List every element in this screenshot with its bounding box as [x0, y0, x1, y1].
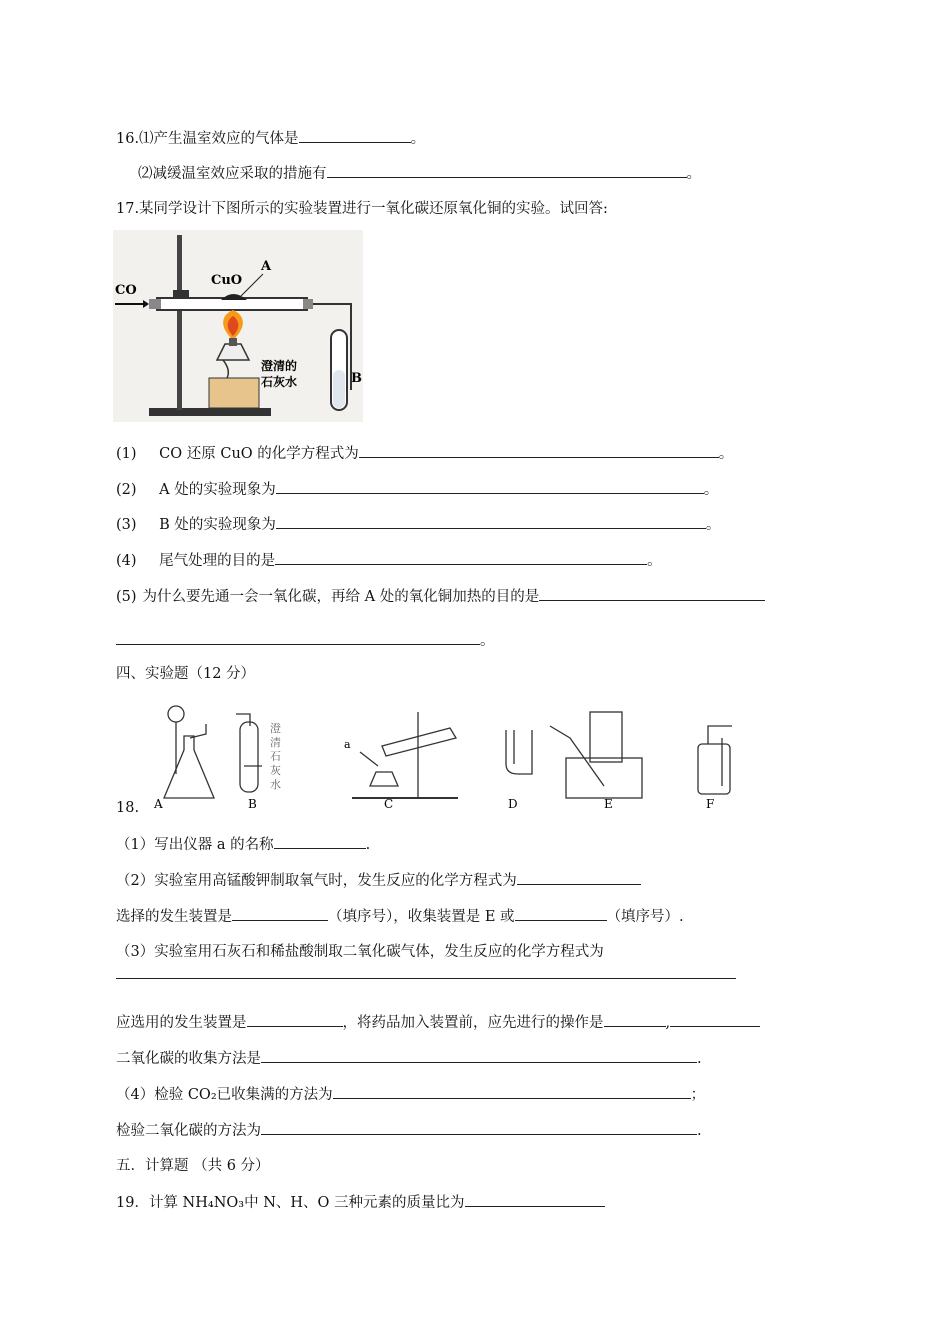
q17-item-4: [116, 550, 662, 571]
label-c: C: [384, 797, 394, 811]
sub-text: ,: [665, 1015, 671, 1031]
co-label: CO: [115, 283, 137, 298]
q16-line1-end: 。: [410, 131, 426, 147]
sub-text: （4）检验 CO₂已收集满的方法为: [116, 1087, 333, 1103]
answer-blank[interactable]: [116, 630, 480, 645]
cuo-label: CuO: [211, 273, 243, 288]
item-number: (1): [116, 446, 137, 462]
item-text: B 处的实验现象为: [159, 517, 276, 533]
answer-blank[interactable]: [116, 964, 736, 979]
q19-text: 19．计算 NH₄NO₃中 N、H、O 三种元素的质量比为: [116, 1195, 465, 1211]
answer-blank[interactable]: [333, 1084, 691, 1099]
section-4-title: 四、实验题（12 分）: [116, 666, 256, 682]
item-end: 。: [647, 553, 662, 569]
limewater-char-3: 石: [270, 750, 281, 763]
label-b: B: [248, 797, 257, 811]
limewater-label-1: 澄清的: [261, 359, 298, 373]
sub-text: （填序号），收集装置是 E 或: [328, 909, 515, 925]
item-number: (2): [116, 482, 137, 498]
answer-blank[interactable]: [261, 1120, 697, 1135]
q16-line2: [138, 163, 701, 184]
item-number: (4): [116, 553, 137, 569]
answer-blank[interactable]: [247, 1012, 343, 1027]
b-label: B: [351, 371, 362, 386]
answer-blank[interactable]: [515, 906, 607, 921]
label-d: D: [508, 797, 518, 811]
sub-text: （1）写出仪器 a 的名称: [116, 837, 274, 853]
q17-item-5-cont: [116, 630, 495, 651]
q19: [116, 1192, 605, 1213]
item-end: 。: [705, 517, 721, 533]
answer-blank[interactable]: [670, 1012, 760, 1027]
q17-item-1: [116, 443, 733, 464]
section-5-title: 五．计算题 （共 6 分）: [116, 1158, 270, 1174]
q18-sub3: （3）实验室用石灰石和稀盐酸制取二氧化碳气体，发生反应的化学方程式为: [116, 944, 604, 960]
answer-blank[interactable]: [299, 128, 411, 143]
sub-end: ；: [690, 1087, 706, 1103]
sub-end: .: [365, 837, 371, 853]
answer-blank[interactable]: [465, 1192, 605, 1207]
q18-sub3c: [116, 1048, 702, 1069]
item-text: A 处的实验现象为: [159, 482, 276, 498]
co-reduction-apparatus-figure: [113, 230, 363, 422]
q16-line1: [116, 128, 425, 149]
q18-sub3b: [116, 1012, 760, 1033]
sub-text: 应选用的发生装置是: [116, 1015, 247, 1031]
item-text: 尾气处理的目的是: [159, 553, 276, 569]
sub-text: 检验二氧化碳的方法为: [116, 1123, 261, 1139]
item-number: (3): [116, 517, 137, 533]
item-end: 。: [703, 482, 719, 498]
q16-line1-text: 16.⑴产生温室效应的气体是: [116, 131, 299, 147]
answer-blank[interactable]: [232, 906, 328, 921]
q18-sub1: [116, 834, 370, 855]
q18-sub4b: [116, 1120, 702, 1141]
item-text: 为什么要先通一会一氧化碳，再给 A 处的氧化铜加热的目的是: [142, 589, 540, 605]
limewater-char-4: 灰: [270, 764, 281, 777]
label-a-upper: A: [154, 797, 163, 811]
answer-blank[interactable]: [327, 163, 687, 178]
sub-text: ，将药品加入装置前，应先进行的操作是: [342, 1015, 604, 1031]
q18-sub3-equation: [116, 964, 736, 985]
answer-blank[interactable]: [274, 834, 366, 849]
item-text: CO 还原 CuO 的化学方程式为: [159, 446, 359, 462]
item-number: (5): [116, 589, 137, 605]
q18-sub4: [116, 1084, 705, 1105]
q16-line2-end: 。: [686, 166, 701, 182]
q17-item-5: [116, 586, 765, 607]
lab-apparatus-figure: [146, 702, 736, 816]
q17-item-2: [116, 479, 718, 500]
answer-blank[interactable]: [517, 870, 641, 885]
label-e: E: [604, 797, 613, 811]
label-a-lower: a: [344, 738, 351, 751]
label-f: F: [706, 797, 715, 811]
q18-sub2: [116, 870, 641, 891]
answer-blank[interactable]: [276, 479, 704, 494]
limewater-char-2: 清: [270, 736, 281, 749]
sub-text: 二氧化碳的收集方法是: [116, 1051, 261, 1067]
sub-end: .: [697, 1051, 702, 1067]
sub-text: （填序号）.: [606, 909, 684, 925]
answer-blank[interactable]: [261, 1048, 697, 1063]
sub-end: .: [697, 1123, 702, 1139]
answer-blank[interactable]: [359, 443, 719, 458]
item-end: 。: [718, 446, 734, 462]
q17-stem: 17.某同学设计下图所示的实验装置进行一氧化碳还原氧化铜的实验。试回答:: [116, 201, 608, 217]
q17-item-3: [116, 514, 720, 535]
limewater-char-1: 澄: [270, 722, 281, 735]
answer-blank[interactable]: [276, 514, 706, 529]
answer-blank[interactable]: [604, 1012, 666, 1027]
sub-text: 选择的发生装置是: [116, 909, 232, 925]
q16-line2-text: ⑵减缓温室效应采取的措施有: [138, 166, 327, 182]
sub-text: （2）实验室用高锰酸钾制取氧气时，发生反应的化学方程式为: [116, 873, 517, 889]
limewater-label-2: 石灰水: [261, 375, 298, 389]
limewater-char-5: 水: [270, 778, 281, 791]
item-end: 。: [480, 633, 495, 649]
answer-blank[interactable]: [539, 586, 765, 601]
answer-blank[interactable]: [275, 550, 647, 565]
q18-sub2b: [116, 906, 684, 927]
a-label: A: [261, 259, 272, 274]
q18-number: 18.: [116, 800, 140, 816]
